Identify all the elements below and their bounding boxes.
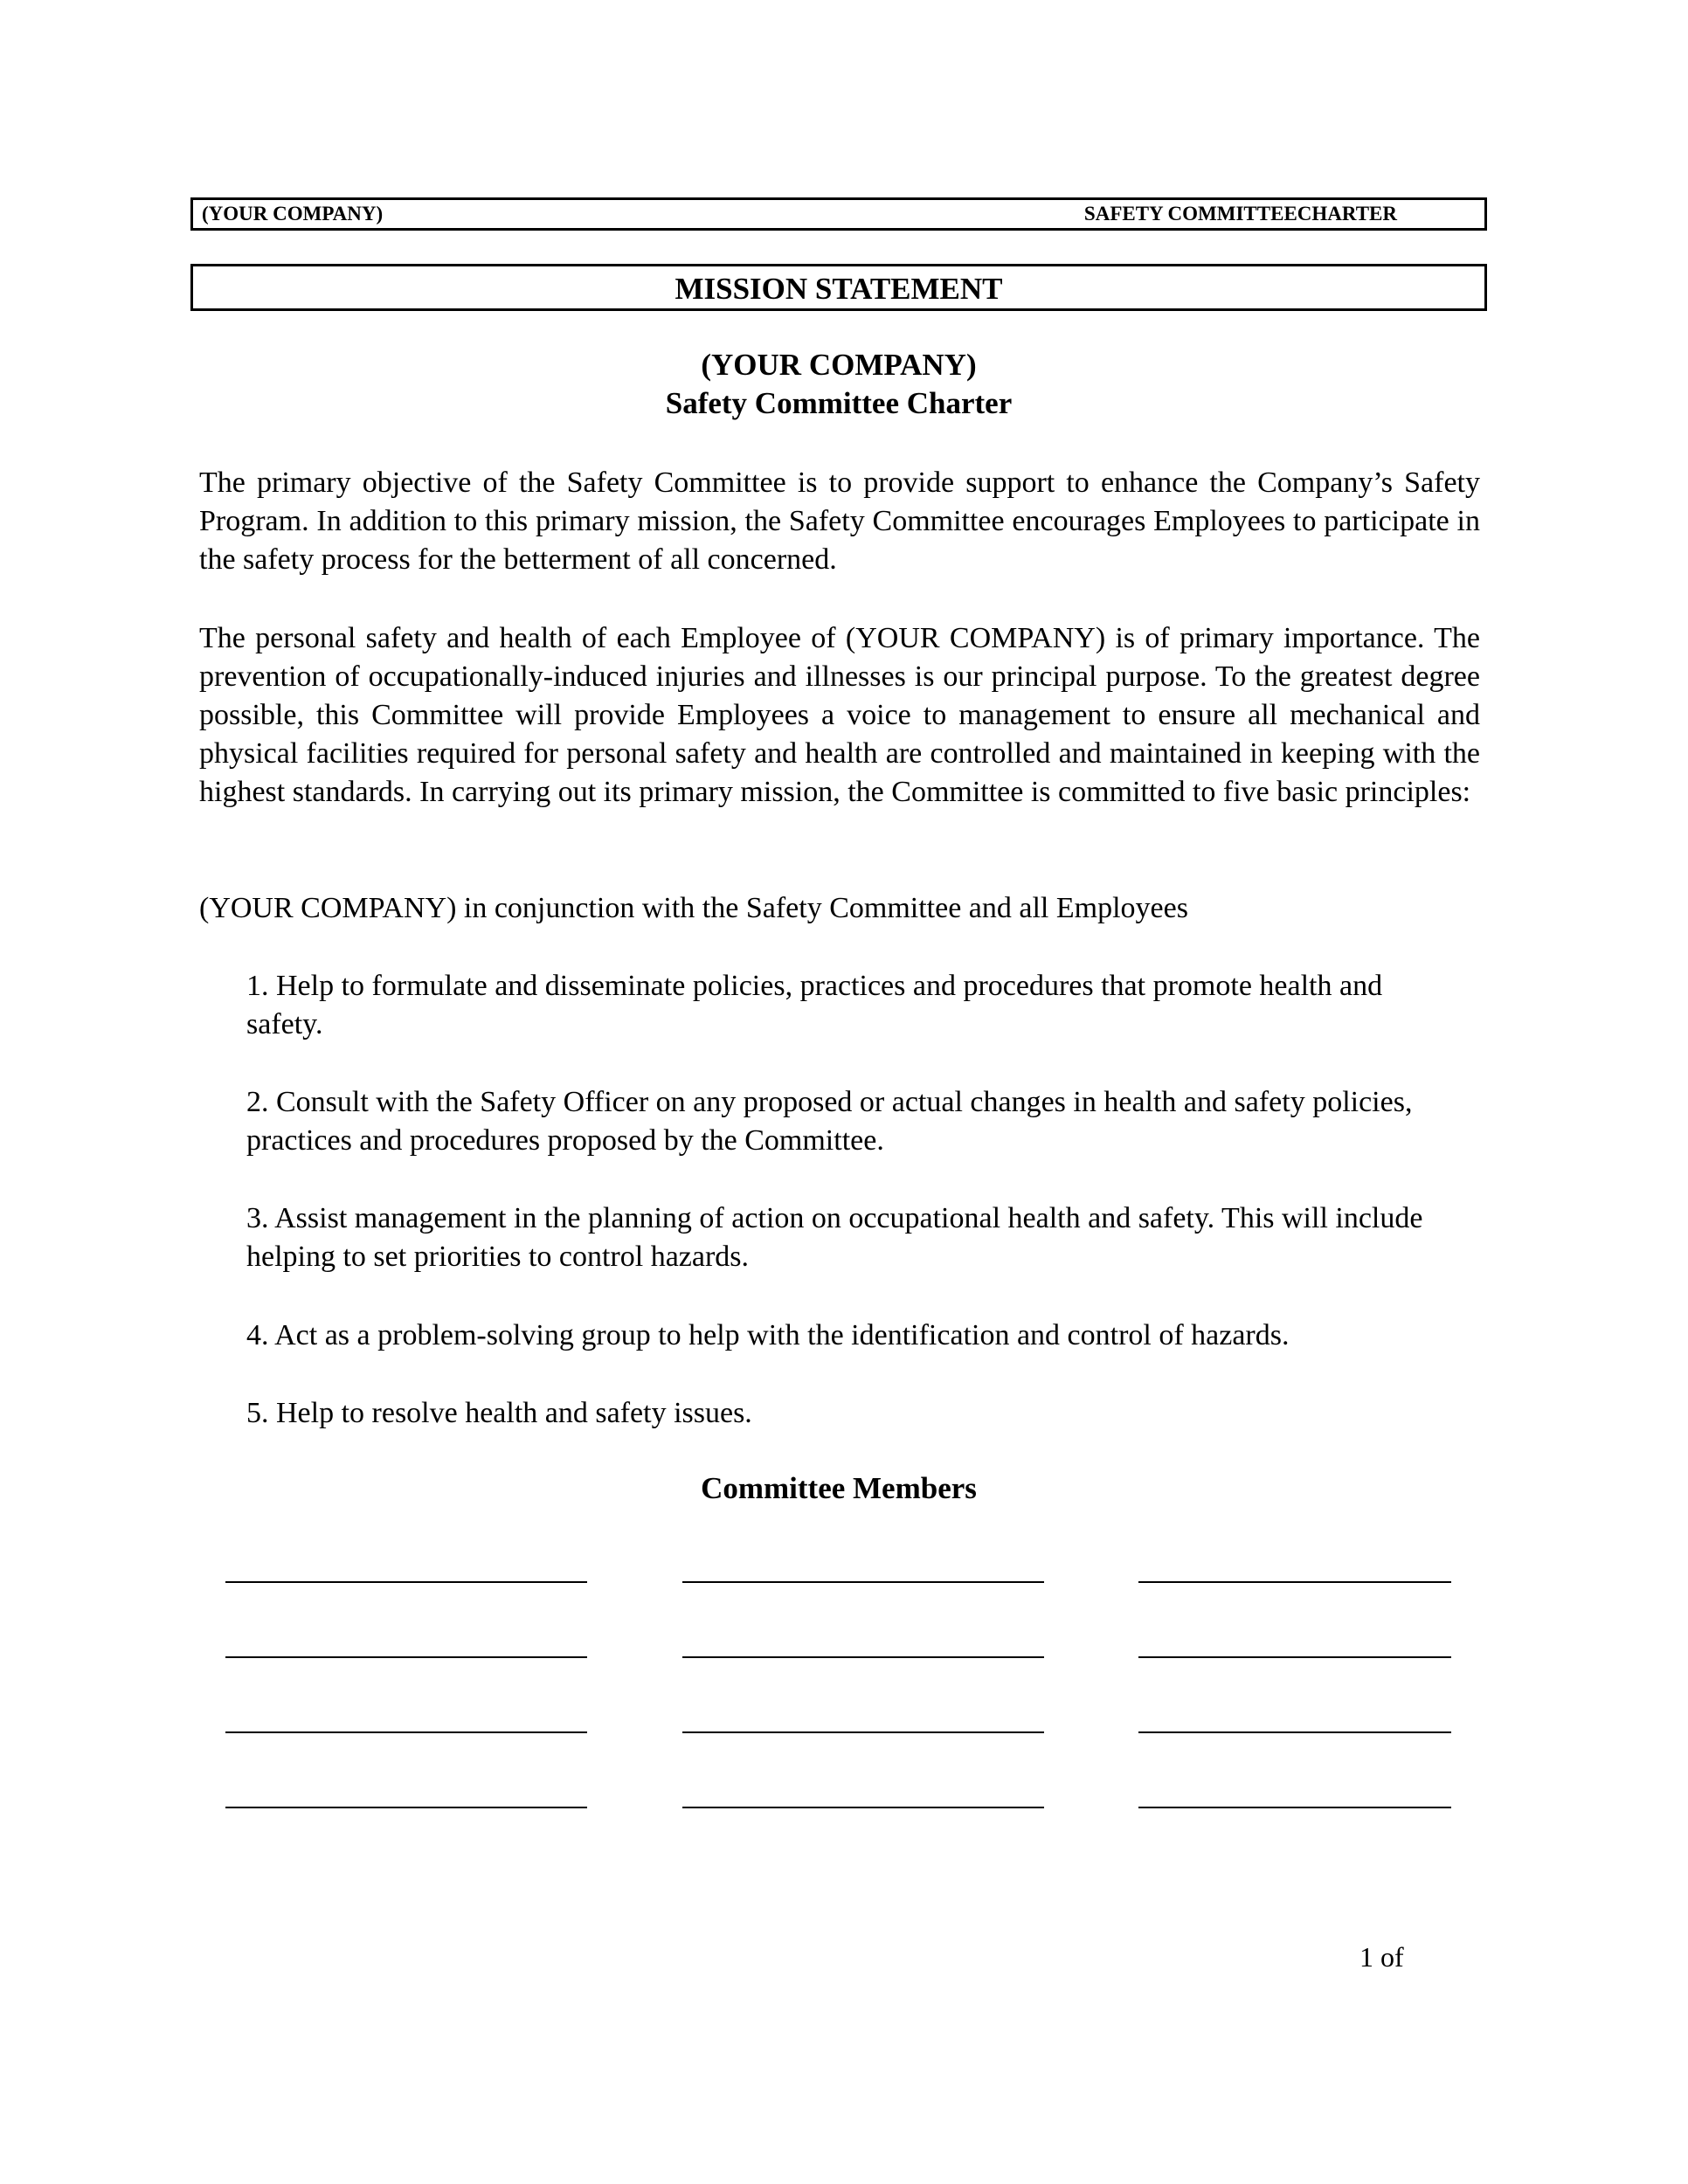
member-signature-line	[1138, 1731, 1451, 1733]
member-signature-line	[225, 1581, 587, 1583]
section-title-box	[190, 264, 1487, 311]
page-header	[190, 197, 1487, 231]
principles-lead-line: (YOUR COMPANY) in conjunction with the Safety Committee and all Employees	[199, 892, 1188, 924]
member-signature-line	[225, 1807, 587, 1808]
section-title: MISSION STATEMENT	[675, 272, 1003, 306]
member-signature-line	[682, 1581, 1044, 1583]
paragraph-personal-safety: The personal safety and health of each Employee of (YOUR COMPANY) is of primary importance. The prevention of occupationally-induced injuries and illnesses is our principal purpose. To the greatest degree possible, this Committee will provide Employees a voice to management to ensure all mechanical and physical facilities required for personal safety and health are controlled and maintained in keeping with the highest standards. In carrying out its primary mission, the Committee is committed to five basic principles:	[199, 622, 1480, 808]
company-heading: (YOUR COMPANY)	[701, 348, 977, 382]
page-number: 1 of	[1359, 1941, 1404, 1973]
committee-members-title: Committee Members	[701, 1471, 977, 1505]
member-signature-line	[682, 1731, 1044, 1733]
member-signature-line	[225, 1731, 587, 1733]
principle-item-4: 4. Act as a problem-solving group to help with the identification and control of hazards.	[246, 1319, 1290, 1351]
principle-item-2: 2. Consult with the Safety Officer on any proposed or actual changes in health and safety policies, practices and procedures proposed by the Committee.	[246, 1086, 1413, 1157]
charter-heading: Safety Committee Charter	[665, 386, 1013, 420]
header-document-title: SAFETY COMMITTEECHARTER	[1083, 203, 1397, 225]
member-signature-line	[682, 1807, 1044, 1808]
member-signature-line	[225, 1656, 587, 1658]
paragraph-objective: The primary objective of the Safety Committee is to provide support to enhance the Company’s Safety Program. In addition to this primary mission, the Safety Committee encourages Employees to participate in the safety process for the betterment of all concerned.	[199, 467, 1480, 576]
principle-item-5: 5. Help to resolve health and safety issues.	[246, 1397, 752, 1429]
member-signature-line	[1138, 1656, 1451, 1658]
member-signature-line	[1138, 1581, 1451, 1583]
member-signature-line	[682, 1656, 1044, 1658]
principle-item-3: 3. Assist management in the planning of action on occupational health and safety. This will include helping to set priorities to control hazards.	[246, 1202, 1423, 1273]
principle-item-1: 1. Help to formulate and disseminate policies, practices and procedures that promote health and safety.	[246, 970, 1383, 1040]
header-company: (YOUR COMPANY)	[202, 203, 384, 225]
member-signature-line	[1138, 1807, 1451, 1808]
